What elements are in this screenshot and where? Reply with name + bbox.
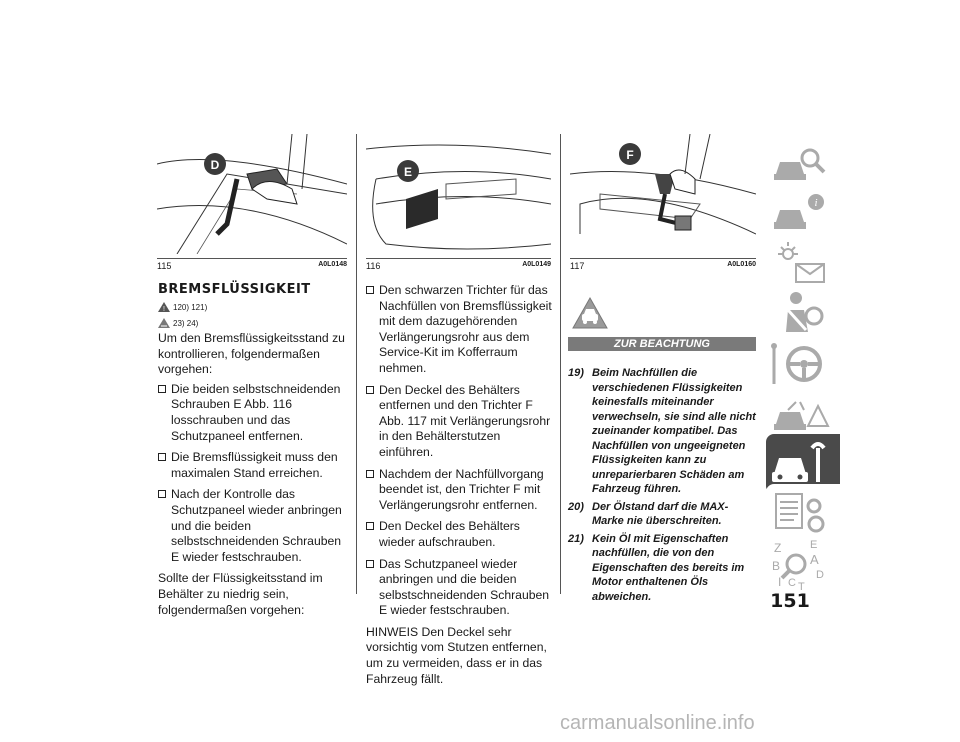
column-divider [356,134,357,594]
index-letter: T [798,581,805,593]
svg-text:i: i [814,197,818,209]
index-letter: C [788,577,796,589]
column-divider [560,134,561,594]
figure-number: 116 [366,261,381,271]
list-item: Die beiden selbstschneidenden Schrauben E Abb. 116 losschrauben und das Schutzpaneel entfernen. [158,382,350,444]
column-2-text [366,283,554,691]
callout-letter: E [403,165,413,179]
figure-117-drawing [570,134,756,254]
list-item: Nachdem der Nachfüllvorgang beendet ist, den Trichter F mit Verlängerungsrohr entfernen. [366,467,554,514]
warning-item: 20) Der Ölstand darf die MAX-Marke nie überschreiten. [568,500,729,527]
checkbox-bullet-icon [158,490,166,498]
figure-116-caption [366,258,551,273]
figure-117 [570,134,756,254]
reference-numbers: 120) 121) [173,302,208,312]
figure-number: 117 [570,261,585,271]
warning-list [568,366,756,607]
nav-tab-index[interactable] [766,534,840,594]
reference-caution[interactable] [158,318,198,328]
checkbox-bullet-icon [366,386,374,394]
reference-numbers: 23) 24) [173,318,199,328]
outro-paragraph: Sollte der Flüssigkeitsstand im Behälter zu niedrig sein, folgendermaßen vorgehen: [158,571,323,617]
watermark: carmanualsonline.info [560,712,755,734]
figure-116 [366,134,551,254]
list-item: Die Bremsflüssigkeit muss den maximalen Stand erreichen. [158,450,350,481]
section-title: BREMSFLÜSSIGKEIT [158,282,311,297]
figure-115-caption [157,258,347,273]
figure-115-drawing [157,134,347,254]
callout-letter: F [626,148,634,162]
figure-115 [157,134,347,254]
column-1-text [158,331,350,622]
checkbox-bullet-icon [366,522,374,530]
warning-triangle-icon [158,302,170,312]
warning-header: ZUR BEACHTUNG [568,337,756,351]
index-letter: I [778,575,782,589]
warning-car-icon [572,297,608,329]
figure-116-drawing [366,134,551,254]
alphabetical-index-icon [766,534,840,594]
list-item: Das Schutzpaneel wieder anbringen und die beiden selbstschneidenden Schrauben E wieder festschrauben. [366,557,554,619]
callout-letter: D [210,158,220,172]
figure-code: A0L0160 [727,261,756,268]
checkbox-bullet-icon [366,286,374,294]
page-number: 151 [770,590,810,612]
list-item: Den schwarzen Trichter für das Nachfüllen von Bremsflüssigkeit mit dem dazugehörenden Verlängerungsrohr aus dem Service-Kit im Kofferraum nehmen. [366,283,554,377]
figure-117-caption [570,258,756,273]
index-letter: A [810,552,819,567]
warning-item: 19) Beim Nachfüllen die verschiedenen Flüssigkeiten keinesfalls miteinander verwechseln, sie sind alle nicht zueinander kompatibel. Das Nachfüllen von ungeeigneten Flüssigkeiten kann zu unreparierbaren Schäden am Fahrzeug führen. [568,367,756,495]
index-letter: D [816,569,824,581]
list-item: Den Deckel des Behälters entfernen und den Trichter F Abb. 117 mit Verlängerungsrohr in den Behälterstutzen einführen. [366,383,554,461]
checkbox-bullet-icon [158,453,166,461]
index-letter: B [772,559,781,573]
svg-text:!: ! [163,306,165,312]
index-letter: Z [774,541,782,555]
index-letter: E [810,539,818,551]
checkbox-bullet-icon [158,385,166,393]
note-paragraph: HINWEIS Den Deckel sehr vorsichtig vom Stutzen entfernen, um zu vermeiden, dass er in das Fahrzeug fällt. [366,624,547,686]
reference-warning[interactable] [158,302,207,312]
figure-number: 115 [157,261,172,271]
checkbox-bullet-icon [366,560,374,568]
intro-paragraph: Um den Bremsflüssigkeitsstand zu kontrollieren, folgendermaßen vorgehen: [158,331,345,377]
caution-triangle-icon [158,318,170,328]
figure-code: A0L0149 [522,261,551,268]
list-item: Den Deckel des Behälters wieder aufschrauben. [366,519,554,550]
warning-item: 21) Kein Öl mit Eigenschaften nachfüllen, die von den Eigenschaften des bereits im Motor enthaltenen Öls abweichen. [568,532,745,603]
figure-code: A0L0148 [318,261,347,268]
list-item: Nach der Kontrolle das Schutzpaneel wieder anbringen und die beiden selbstschneidenden Schrauben E wieder festschrauben. [158,487,350,565]
checkbox-bullet-icon [366,470,374,478]
